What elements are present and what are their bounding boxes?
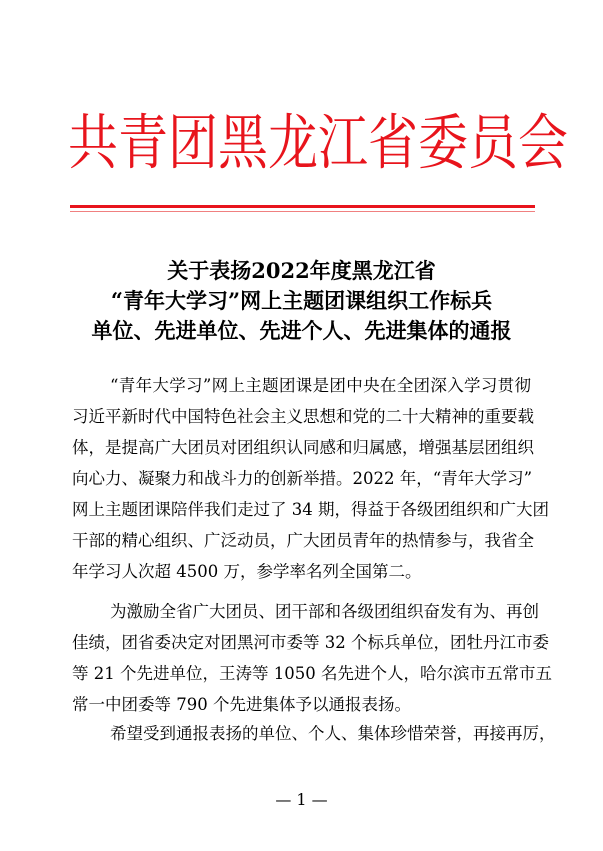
paragraph-3 — [72, 718, 556, 749]
paragraph-2 — [72, 596, 552, 720]
text-line: 网上主题团课陪伴我们走过了 34 期，得益于各级团组织和广大团 — [72, 500, 549, 519]
text-line: 体，是提高广大团员对团组织认同感和归属感，增强基层团组织 — [72, 438, 534, 457]
text-line: 常一中团委等 790 个先进集体予以通报表扬。 — [72, 695, 411, 714]
text-line: 佳绩，团省委决定对团黑河市委等 32 个标兵单位，团牡丹江市委 — [72, 633, 549, 652]
text-line: 希望受到通报表扬的单位、个人、集体珍惜荣誉，再接再厉， — [110, 724, 556, 743]
document-title — [0, 256, 603, 346]
masthead-char: 黑 — [218, 108, 268, 178]
masthead-char: 委 — [418, 108, 468, 178]
masthead-char: 省 — [368, 108, 418, 178]
text-line: “青年大学习”网上主题团课是团中央在全团深入学习贯彻 — [110, 376, 531, 395]
text-line: 为激励全省广大团员、团干部和各级团组织奋发有为、再创 — [110, 602, 539, 621]
masthead-char: 员 — [468, 108, 518, 178]
masthead-char: 龙 — [268, 108, 318, 178]
masthead-char: 青 — [118, 108, 168, 178]
text-line: 年学习人次超 4500 万，参学率名列全国第二。 — [72, 562, 422, 581]
title-line: 单位、先进单位、先进个人、先进集体的通报 — [91, 318, 512, 343]
text-line: 等 21 个先进单位，王涛等 1050 名先进个人，哈尔滨市五常市五 — [72, 664, 552, 683]
page-number: — 1 — — [275, 790, 328, 809]
text-line: 向心力、凝聚力和战斗力的创新举措。2022 年，“青年大学习” — [72, 469, 533, 488]
masthead-char: 团 — [168, 108, 218, 178]
masthead-char: 江 — [318, 108, 368, 178]
masthead-char: 共 — [68, 108, 118, 178]
issuer-masthead — [68, 108, 568, 178]
text-line: 干部的精心组织、广泛动员，广大团员青年的热情参与，我省全 — [72, 531, 534, 550]
masthead-divider-thick — [70, 205, 535, 208]
paragraph-1 — [72, 370, 549, 587]
title-line: “青年大学习”网上主题团课组织工作标兵 — [110, 288, 493, 313]
masthead-divider-thin — [70, 211, 535, 212]
masthead-char: 会 — [518, 108, 568, 178]
title-line: 关于表扬2022年度黑龙江省 — [167, 258, 436, 283]
text-line: 习近平新时代中国特色社会主义思想和党的二十大精神的重要载 — [72, 407, 534, 426]
